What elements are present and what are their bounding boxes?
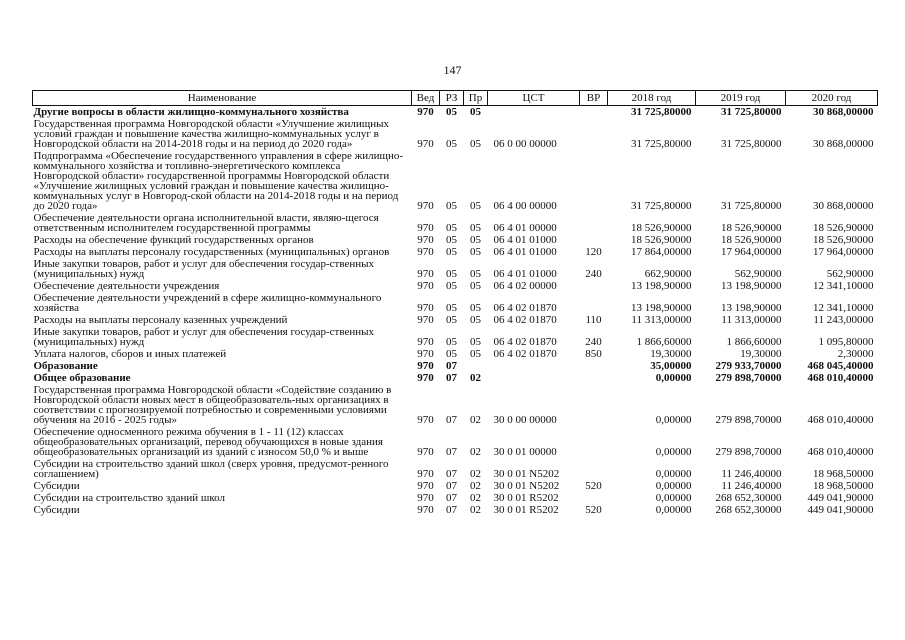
cell-vr: [580, 492, 608, 504]
cell-2019: 1 866,60000: [726, 336, 782, 348]
cell-ved: 970: [417, 222, 434, 234]
cell-2020: 12 341,10000: [813, 280, 874, 292]
table-row: [33, 292, 878, 314]
table-row: [33, 492, 878, 504]
cell-pr: [464, 360, 488, 372]
cell-2018: 0,00000: [655, 480, 692, 492]
cell-pr: 05: [470, 234, 481, 246]
cell-name: Субсидии на строительство зданий школ: [33, 492, 226, 504]
cell-2019: 31 725,80000: [721, 138, 782, 150]
cell-cst: 06 0 00 00000: [493, 138, 557, 150]
cell-vr: [580, 280, 608, 292]
cell-ved: 970: [417, 492, 434, 504]
cell-2019: 279 898,70000: [715, 446, 782, 458]
cell-2020: 18 968,50000: [813, 468, 874, 480]
cell-2018: 0,00000: [655, 372, 692, 384]
table-row: [33, 348, 878, 360]
cell-2019: 17 964,00000: [721, 246, 782, 258]
cell-2020: 17 964,00000: [813, 246, 874, 258]
cell-pr: 02: [470, 492, 481, 504]
cell-ved: 970: [417, 336, 434, 348]
cell-ved: 970: [417, 200, 434, 212]
cell-name: Субсидии: [33, 480, 80, 492]
cell-ved: 970: [417, 446, 434, 458]
cell-name: Обеспечение деятельности органа исполнительной власти, являю-щегося ответственным исполнителем государственной программы: [33, 212, 379, 234]
cell-pr: 05: [470, 106, 481, 118]
cell-ved: 970: [417, 280, 434, 292]
cell-rz: 05: [446, 246, 457, 258]
cell-vr: [580, 234, 608, 246]
cell-cst: 06 4 00 00000: [493, 200, 557, 212]
cell-2018: 19,30000: [650, 348, 692, 360]
cell-pr: 05: [470, 302, 481, 314]
cell-ved: 970: [417, 106, 434, 118]
cell-2020: 11 243,00000: [813, 314, 874, 326]
cell-2020: 468 010,40000: [807, 446, 874, 458]
cell-name: Субсидии на строительство зданий школ (сверх уровня, предусмот-ренного соглашением): [33, 458, 389, 480]
cell-cst: 30 0 01 R5202: [493, 504, 559, 516]
cell-name: Иные закупки товаров, работ и услуг для обеспечения государ-ственных (муниципальных) нужд: [33, 258, 375, 280]
cell-rz: 05: [446, 234, 457, 246]
cell-cst: 06 4 02 00000: [493, 280, 557, 292]
cell-name: Образование: [33, 360, 98, 372]
cell-ved: 970: [417, 234, 434, 246]
cell-cst: 30 0 01 N5202: [493, 468, 560, 480]
header-cst: ЦСТ: [488, 91, 580, 106]
cell-2020: 18 526,90000: [813, 234, 874, 246]
cell-2019: 31 725,80000: [721, 200, 782, 212]
table-row: [33, 314, 878, 326]
budget-table: [32, 90, 878, 516]
cell-cst: 06 4 02 01870: [493, 302, 557, 314]
cell-cst: 06 4 02 01870: [493, 336, 557, 348]
cell-vr: [580, 458, 608, 480]
cell-2020: 468 010,40000: [807, 372, 874, 384]
cell-ved: 970: [417, 268, 434, 280]
cell-2018: 31 725,80000: [631, 200, 692, 212]
table-row: [33, 384, 878, 426]
table-row: [33, 480, 878, 492]
cell-name: Государственная программа Новгородской области «Улучшение жилищных условий граждан и повышение качества жилищно-коммунальных услуг в Новгородской области на 2014-2018 годы и на период до 2020 года»: [33, 118, 390, 150]
cell-vr: 520: [585, 504, 602, 516]
cell-2020: 562,90000: [826, 268, 874, 280]
cell-vr: [580, 150, 608, 212]
cell-pr: 02: [470, 468, 481, 480]
cell-2018: 11 313,00000: [631, 314, 692, 326]
cell-2020: 12 341,10000: [813, 302, 874, 314]
cell-rz: 07: [446, 504, 457, 516]
cell-pr: 05: [470, 200, 481, 212]
cell-2019: 11 246,40000: [721, 468, 782, 480]
cell-pr: 05: [470, 268, 481, 280]
cell-rz: 05: [446, 348, 457, 360]
cell-rz: 05: [446, 268, 457, 280]
cell-vr: 240: [585, 336, 602, 348]
cell-pr: 05: [470, 348, 481, 360]
cell-vr: [580, 384, 608, 426]
cell-cst: 30 0 00 00000: [493, 414, 557, 426]
cell-2018: 31 725,80000: [631, 138, 692, 150]
cell-vr: 520: [585, 480, 602, 492]
cell-2020: 2,30000: [837, 348, 874, 360]
table-row: [33, 212, 878, 234]
cell-2018: 0,00000: [655, 468, 692, 480]
cell-ved: 970: [417, 302, 434, 314]
table-row: [33, 426, 878, 458]
cell-2018: 0,00000: [655, 414, 692, 426]
cell-vr: [580, 372, 608, 384]
cell-vr: 120: [585, 246, 602, 258]
cell-2019: 279 898,70000: [715, 372, 782, 384]
cell-2020: 18 968,50000: [813, 480, 874, 492]
cell-ved: 970: [417, 414, 434, 426]
header-rz: РЗ: [440, 91, 464, 106]
cell-pr: 02: [470, 446, 481, 458]
cell-vr: 850: [585, 348, 602, 360]
cell-cst: 06 4 01 01000: [493, 246, 557, 258]
cell-2019: 562,90000: [734, 268, 782, 280]
cell-vr: 240: [585, 268, 602, 280]
cell-pr: 02: [470, 480, 481, 492]
cell-cst: 06 4 02 01870: [493, 314, 557, 326]
cell-2020: 449 041,90000: [807, 492, 874, 504]
cell-pr: 02: [470, 414, 481, 426]
cell-pr: 05: [470, 246, 481, 258]
cell-pr: 05: [470, 138, 481, 150]
cell-ved: 970: [417, 480, 434, 492]
cell-rz: 07: [446, 372, 457, 384]
cell-rz: 05: [446, 200, 457, 212]
table-row: [33, 458, 878, 480]
cell-name: Иные закупки товаров, работ и услуг для обеспечения государ-ственных (муниципальных) нужд: [33, 326, 375, 348]
cell-cst: [488, 106, 580, 119]
cell-pr: 02: [470, 504, 481, 516]
cell-cst: 30 0 01 R5202: [493, 492, 559, 504]
cell-cst: 30 0 01 N5202: [493, 480, 560, 492]
cell-name: Государственная программа Новгородской области «Содействие созданию в Новгородской области новых мест в общеобразователь-ных организациях в соответствии с прогнозируемой потребностью и современными условиями обучения на 2016 - 2025 годы»: [33, 384, 392, 426]
cell-pr: 05: [470, 222, 481, 234]
cell-cst: [488, 360, 580, 372]
cell-name: Расходы на выплаты персоналу казенных учреждений: [33, 314, 288, 326]
cell-vr: [580, 292, 608, 314]
header-vr: ВР: [580, 91, 608, 106]
cell-2018: 662,90000: [644, 268, 692, 280]
cell-ved: 970: [417, 504, 434, 516]
cell-name: Субсидии: [33, 504, 80, 516]
cell-name: Обеспечение односменного режима обучения в 1 - 11 (12) классах общеобразовательных организаций, перевод обучающихся в новые здания общеобразовательных организаций из зданий с износом 50,0 % и выше: [33, 426, 383, 458]
cell-2019: 19,30000: [740, 348, 782, 360]
table-row: [33, 246, 878, 258]
cell-rz: 07: [446, 414, 457, 426]
table-row: [33, 372, 878, 384]
cell-2018: 18 526,90000: [631, 234, 692, 246]
cell-2019: 31 725,80000: [721, 106, 782, 118]
cell-pr: 05: [470, 336, 481, 348]
cell-rz: 07: [446, 480, 457, 492]
cell-ved: 970: [417, 360, 434, 372]
cell-ved: 970: [417, 314, 434, 326]
cell-2020: 449 041,90000: [807, 504, 874, 516]
table-header-row: [33, 91, 878, 106]
cell-cst: 30 0 01 00000: [493, 446, 557, 458]
cell-2019: 18 526,90000: [721, 222, 782, 234]
cell-rz: 05: [446, 336, 457, 348]
cell-2020: 468 010,40000: [807, 414, 874, 426]
cell-rz: 05: [446, 302, 457, 314]
cell-vr: [580, 106, 608, 119]
cell-2018: 18 526,90000: [631, 222, 692, 234]
cell-2018: 0,00000: [655, 492, 692, 504]
cell-ved: 970: [417, 348, 434, 360]
cell-2018: 0,00000: [655, 504, 692, 516]
cell-name: Обеспечение деятельности учреждений в сфере жилищно-коммунального хозяйства: [33, 292, 382, 314]
cell-name: Расходы на обеспечение функций государственных органов: [33, 234, 314, 246]
cell-cst: 06 4 01 01000: [493, 268, 557, 280]
cell-2019: 13 198,90000: [721, 302, 782, 314]
table-row: [33, 280, 878, 292]
cell-name: Подпрограмма «Обеспечение государственного управления в сфере жилищно-коммунального хозяйства и топливно-энергетического комплекса Новгородской области» государственной программы Новгородской области «Улучшение жилищных условий граждан и повышение качества жилищно-коммунальных услуг в Новгород-ской области на 2014-2018 годы и на период до 2020 года»: [33, 150, 403, 212]
cell-vr: 110: [585, 314, 602, 326]
cell-2018: 31 725,80000: [631, 106, 692, 118]
cell-2019: 279 933,70000: [715, 360, 782, 372]
cell-cst: [488, 372, 580, 384]
cell-name: Расходы на выплаты персоналу государственных (муниципальных) органов: [33, 246, 390, 258]
cell-pr: 05: [470, 280, 481, 292]
header-2020: 2020 год: [786, 91, 878, 106]
cell-rz: 07: [446, 468, 457, 480]
header-2018: 2018 год: [608, 91, 696, 106]
cell-ved: 970: [417, 138, 434, 150]
header-ved: Вед: [412, 91, 440, 106]
cell-2019: 13 198,90000: [721, 280, 782, 292]
cell-2018: 1 866,60000: [636, 336, 692, 348]
cell-2018: 35,00000: [650, 360, 692, 372]
page-number: 147: [443, 63, 462, 77]
table-row: [33, 326, 878, 348]
cell-rz: 05: [446, 222, 457, 234]
cell-rz: 07: [446, 446, 457, 458]
cell-ved: 970: [417, 372, 434, 384]
cell-2019: 18 526,90000: [721, 234, 782, 246]
cell-pr: 02: [470, 372, 481, 384]
cell-2018: 13 198,90000: [631, 302, 692, 314]
cell-2018: 0,00000: [655, 446, 692, 458]
cell-name: Другие вопросы в области жилищно-коммунального хозяйства: [33, 106, 349, 118]
cell-vr: [580, 118, 608, 150]
cell-rz: 05: [446, 280, 457, 292]
cell-2018: 17 864,00000: [631, 246, 692, 258]
cell-cst: 06 4 01 01000: [493, 234, 557, 246]
cell-2018: 13 198,90000: [631, 280, 692, 292]
table-body: [33, 106, 878, 517]
cell-vr: [580, 360, 608, 372]
table-row: [33, 150, 878, 212]
table-row: [33, 118, 878, 150]
cell-2019: 11 313,00000: [721, 314, 782, 326]
cell-2020: 18 526,90000: [813, 222, 874, 234]
cell-2019: 268 652,30000: [715, 492, 782, 504]
header-pr: Пр: [464, 91, 488, 106]
cell-vr: [580, 426, 608, 458]
cell-cst: 06 4 02 01870: [493, 348, 557, 360]
table-row: [33, 360, 878, 372]
cell-rz: 07: [446, 492, 457, 504]
table-row: [33, 258, 878, 280]
table-row: [33, 106, 878, 119]
cell-2019: 268 652,30000: [715, 504, 782, 516]
cell-rz: 05: [446, 314, 457, 326]
cell-ved: 970: [417, 246, 434, 258]
header-2019: 2019 год: [696, 91, 786, 106]
cell-2020: 30 868,00000: [813, 106, 874, 118]
cell-vr: [580, 212, 608, 234]
cell-2019: 11 246,40000: [721, 480, 782, 492]
cell-2020: 1 095,80000: [818, 336, 874, 348]
table-row: [33, 234, 878, 246]
cell-pr: 05: [470, 314, 481, 326]
cell-name: Общее образование: [33, 372, 131, 384]
cell-rz: 05: [446, 106, 457, 118]
cell-name: Обеспечение деятельности учреждения: [33, 280, 220, 292]
cell-name: Уплата налогов, сборов и иных платежей: [33, 348, 227, 360]
cell-cst: 06 4 01 00000: [493, 222, 557, 234]
cell-2020: 468 045,40000: [807, 360, 874, 372]
cell-ved: 970: [417, 468, 434, 480]
table-row: [33, 504, 878, 516]
cell-rz: 07: [446, 360, 457, 372]
cell-2019: 279 898,70000: [715, 414, 782, 426]
cell-rz: 05: [446, 138, 457, 150]
cell-2020: 30 868,00000: [813, 200, 874, 212]
cell-2020: 30 868,00000: [813, 138, 874, 150]
header-name: Наименование: [33, 91, 412, 106]
